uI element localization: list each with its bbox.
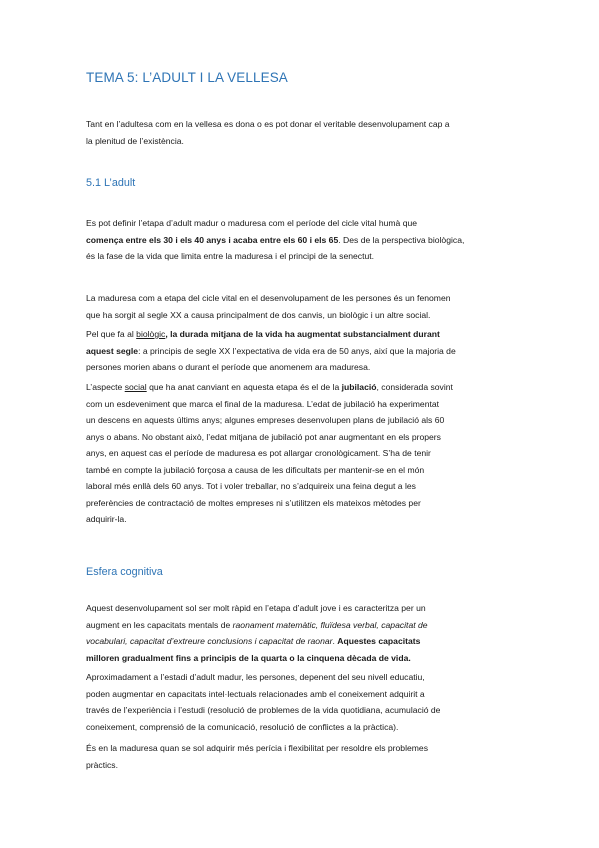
text-run: que ha anat canviant en aquesta etapa és el de la bbox=[146, 382, 342, 392]
page-title: TEMA 5: L’ADULT I LA VELLESA bbox=[86, 70, 288, 85]
text-line: persones morien abans o durant el període que anomenem ara maduresa. bbox=[86, 362, 371, 372]
text-line: també en compte la jubilació forçosa a causa de les dificultats per mantenir-se en el món bbox=[86, 464, 425, 475]
text-line: laboral més enllà dels 60 anys. Tot i voler treballar, no s’adquireix una feina degut a les bbox=[86, 481, 416, 491]
bold-text: Aquestes capacitats bbox=[337, 636, 421, 646]
paragraph-social bbox=[86, 379, 516, 528]
bold-text: milloren gradualment fins a principis de la quarta o la cinquena dècada de vida. bbox=[86, 652, 411, 663]
text-run: , considerada sovint bbox=[376, 382, 453, 392]
text-line: Aquest desenvolupament sol ser molt ràpid en l’etapa d’adult jove i es caracteritza per un bbox=[86, 603, 426, 613]
bold-text: , la durada mitjana de la vida ha augmentat substancialment durant bbox=[165, 329, 440, 339]
underlined-text: biològic bbox=[136, 329, 166, 339]
text-line: través de l’experiència i l’estudi (resolució de problemes de la vida quotidiana, acumulació de bbox=[86, 705, 441, 715]
text-line: la plenitud de l’existència. bbox=[86, 135, 184, 146]
text-line: adquirir-la. bbox=[86, 514, 127, 524]
paragraph-adult-madur bbox=[86, 669, 516, 735]
paragraph-definition bbox=[86, 215, 516, 265]
text-line: Tant en l’adultesa com en la vellesa es dona o es pot donar el veritable desenvolupament cap a bbox=[86, 119, 450, 129]
text-line: preferències de contractació de moltes empreses ni s’utilitzen els mateixos mètodes per bbox=[86, 497, 421, 508]
italic-text: vocabulari, capacitat d’extreure conclusions i capacitat de raonar bbox=[86, 636, 333, 646]
text-run: . Des de la perspectiva biològica, bbox=[338, 234, 465, 245]
text-line: pràctics. bbox=[86, 759, 118, 770]
intro-paragraph bbox=[86, 116, 516, 149]
text-line: com un esdeveniment que marca el final de la maduresa. L’edat de jubilació ha experimentat bbox=[86, 398, 440, 409]
bold-text: jubilació bbox=[341, 382, 377, 392]
paragraph-maduresa bbox=[86, 290, 516, 323]
paragraph-cognitive-development bbox=[86, 600, 516, 666]
text-line: que ha sorgit al segle XX a causa principalment de dos canvis, un biològic i un altre social. bbox=[86, 309, 431, 320]
text-line: poden augmentar en capacitats intel·lectuals relacionades amb el coneixement adquirit a bbox=[86, 688, 425, 699]
text-line bbox=[86, 633, 516, 650]
text-line: és la fase de la vida que limita entre la maduresa i el principi de la senectut. bbox=[86, 251, 375, 261]
bold-text: aquest segle bbox=[86, 345, 139, 356]
text-line: anys o abans. No obstant això, l’edat mitjana de jubilació pot anar augmentant en els propers bbox=[86, 431, 441, 442]
section-heading-adult: 5.1 L’adult bbox=[86, 177, 136, 189]
paragraph-pericia bbox=[86, 740, 516, 773]
text-line: anys, en aquest cas el període de maduresa es pot allargar cronològicament. S’ha de tenir bbox=[86, 448, 431, 458]
text-line: un descens en aquests últims anys; algunes empreses desenvolupen plans de jubilació als 60 bbox=[86, 415, 445, 425]
text-run: L’aspecte bbox=[86, 382, 125, 392]
text-run: . bbox=[332, 636, 338, 646]
text-line bbox=[86, 379, 516, 396]
italic-text: raonament matemàtic, fluïdesa verbal, capacitat de bbox=[232, 619, 428, 630]
text-line bbox=[86, 617, 516, 634]
section-heading-esfera-cognitiva: Esfera cognitiva bbox=[86, 566, 163, 578]
text-line: Es pot definir l’etapa d’adult madur o maduresa com el període del cicle vital humà que bbox=[86, 218, 418, 228]
text-line: coneixement, comprensió de la comunicació, resolució de conflictes a la pràctica). bbox=[86, 721, 399, 732]
text-run: augment en les capacitats mentals de bbox=[86, 619, 233, 630]
text-line bbox=[86, 343, 516, 360]
bold-text: comença entre els 30 i els 40 anys i acaba entre els 60 i els 65 bbox=[86, 234, 339, 245]
paragraph-biologic bbox=[86, 326, 516, 376]
text-line: És en la maduresa quan se sol adquirir més perícia i flexibilitat per resoldre els problemes bbox=[86, 743, 429, 753]
underlined-text: social bbox=[124, 382, 147, 392]
text-line bbox=[86, 232, 516, 249]
text-run: : a principis de segle XX l’expectativa de vida era de 50 anys, així que la majoria de bbox=[138, 345, 456, 356]
text-line: La maduresa com a etapa del cicle vital en el desenvolupament de les persones és un fenomen bbox=[86, 293, 451, 303]
text-line bbox=[86, 650, 516, 667]
text-line: Aproximadament a l’estadi d’adult madur, les persones, depenent del seu nivell educatiu, bbox=[86, 672, 425, 682]
text-line bbox=[86, 326, 516, 343]
text-run: Pel que fa al bbox=[86, 329, 137, 339]
